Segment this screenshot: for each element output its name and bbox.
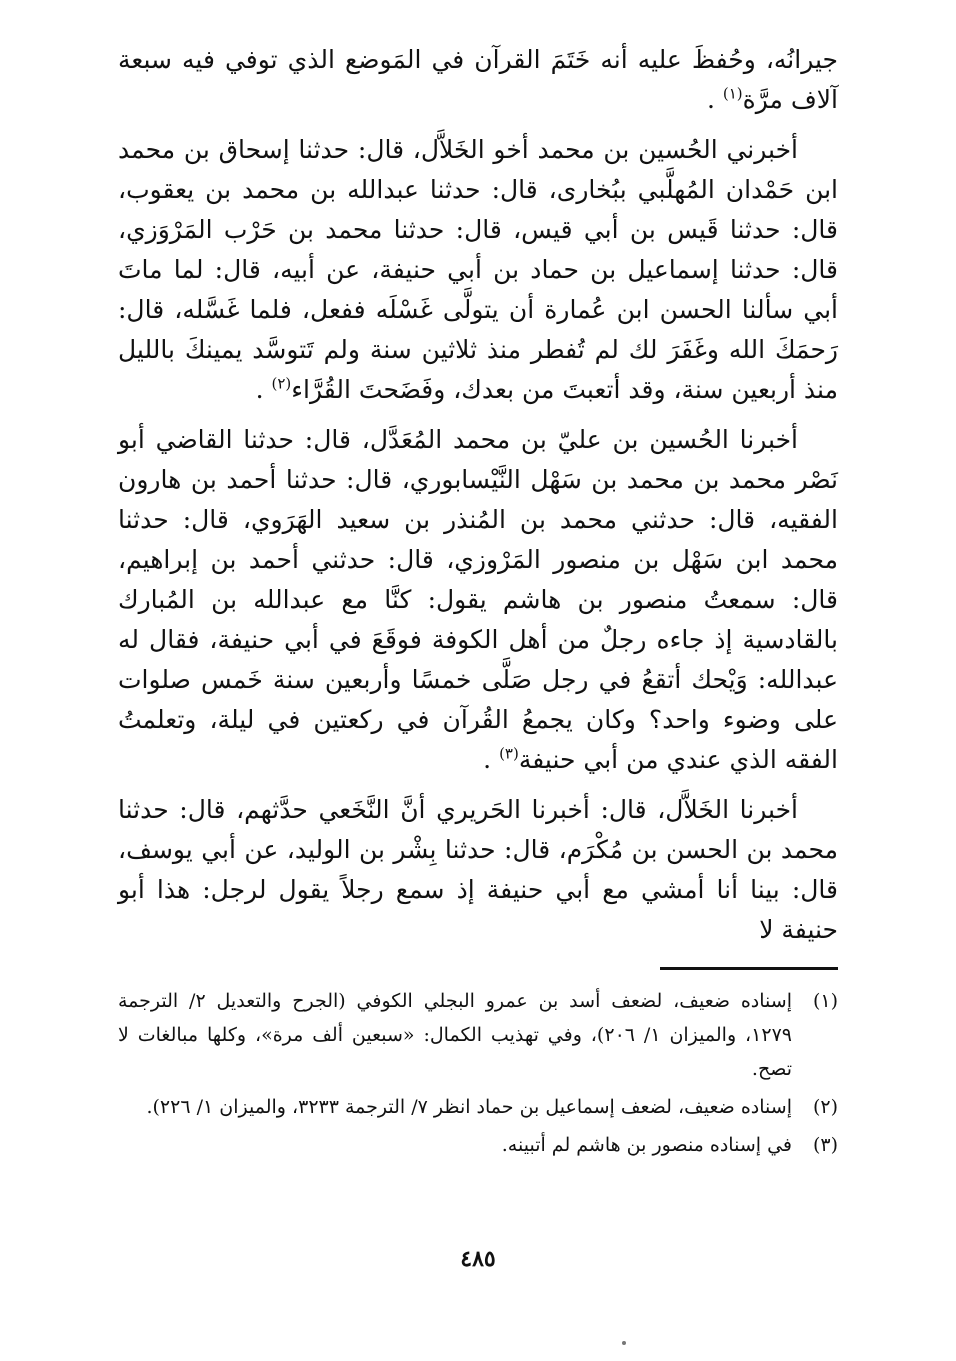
footnote-text: إسناده ضعيف، لضعف أسد بن عمرو البجلي الكوفي (الجرح والتعديل ٢/ الترجمة ١٢٧٩، والميزان ١/ ٢٠٦)، وفي تهذيب الكمال: «سبعين ألف مرة»، وكلها مبالغات لا تصح.	[118, 990, 792, 1080]
paragraph-3	[118, 420, 838, 780]
paragraph-text: أخبرني الحُسين بن محمد أخو الخَلاَّل، قال: حدثنا إسحاق بن محمد ابن حَمْدان المُهلَّبي ببُخارى، قال: حدثنا عبدالله بن محمد بن يعقوب، قال: حدثنا قَيس بن أبي قيس، قال: حدثنا محمد بن حَرْب المَرْوَزي، قال: حدثنا إسماعيل بن حماد بن أبي حنيفة، عن أبيه، قال: لما ماتَ أبي سألنا الحسن ابن عُمارة أن يتولَّى غَسْلَه ففعل، فلما غَسَّله، قال: رَحمَكَ الله وغَفَرَ لك لم تُفطر منذ ثلاثين سنة ولم تَتوسَّد يمينكَ بالليل منذ أربعين سنة، وقد أتعبتَ من بعدك، وفَضَحتَ القُرَّاء	[118, 135, 838, 404]
footnote-text: في إسناده منصور بن هاشم لم أتبينه.	[501, 1134, 792, 1156]
footnote-text: إسناده ضعيف، لضعف إسماعيل بن حماد انظر ٧/ الترجمة ٣٢٣٣، والميزان ١/ ٢٢٦).	[146, 1096, 792, 1118]
footnote-reference: (١)	[722, 84, 743, 103]
paragraph-end: .	[706, 85, 715, 114]
paragraph-text: أخبرنا الخَلاَّل، قال: أخبرنا الحَريري أنَّ النَّخَعي حدَّثهم، قال: حدثنا محمد بن الحسن بن مُكْرَم، قال: حدثنا بِشْر بن الوليد، عن أبي يوسف، قال: بينا أنا أمشي مع أبي حنيفة إذ سمع رجلاً يقول لرجل: هذا أبو حنيفة لا	[118, 795, 838, 944]
footnotes	[118, 984, 838, 1166]
footnote-reference: (٢)	[271, 374, 292, 393]
footnote-1	[118, 984, 838, 1086]
paragraph-2	[118, 130, 838, 410]
paragraph-text: جيرانُه، وحُفظَ عليه أنه خَتَمَ القرآن في المَوضع الذي توفي فيه سبعة آلاف مرَّة	[118, 45, 838, 114]
main-text	[118, 40, 838, 960]
paragraph-1	[118, 40, 838, 120]
paragraph-end: .	[255, 375, 264, 404]
paragraph-4	[118, 790, 838, 950]
paragraph-end: .	[483, 745, 492, 774]
footnote-3	[118, 1128, 838, 1162]
footnote-number: (١)	[812, 990, 838, 1012]
page-number: ٤٨٥	[460, 1246, 496, 1272]
footnote-reference: (٣)	[499, 744, 519, 763]
footnote-separator	[660, 967, 838, 970]
scan-speck	[622, 1341, 626, 1345]
paragraph-text: أخبرنا الحُسين بن عليّ بن محمد المُعَدَّل، قال: حدثنا القاضي أبو نَصْر محمد بن محمد بن سَهْل النَّيْسابوري، قال: حدثنا أحمد بن هارون الفقيه، قال: حدثني محمد بن المُنذر بن سعيد الهَرَوي، قال: حدثنا محمد ابن سَهْل بن منصور المَرْوزي، قال: حدثني أحمد بن إبراهيم، قال: سمعتُ منصور بن هاشم يقول: كنَّا مع عبدالله بن المُبارك بالقادسية إذ جاءه رجلٌ من أهل الكوفة فوقَعَ في أبي حنيفة، فقال له عبدالله: وَيْحك أتقعُ في رجل صَلَّى خمسًا وأربعين سنة خَمس صلوات على وضوء واحد؟ وكان يجمعُ القُرآن في ركعتين في ليلة، وتعلمتُ الفقه الذي عندي من أبي حنيفة	[118, 425, 838, 774]
footnote-number: (٢)	[812, 1096, 838, 1118]
footnote-number: (٣)	[812, 1134, 838, 1156]
footnote-2	[118, 1090, 838, 1124]
